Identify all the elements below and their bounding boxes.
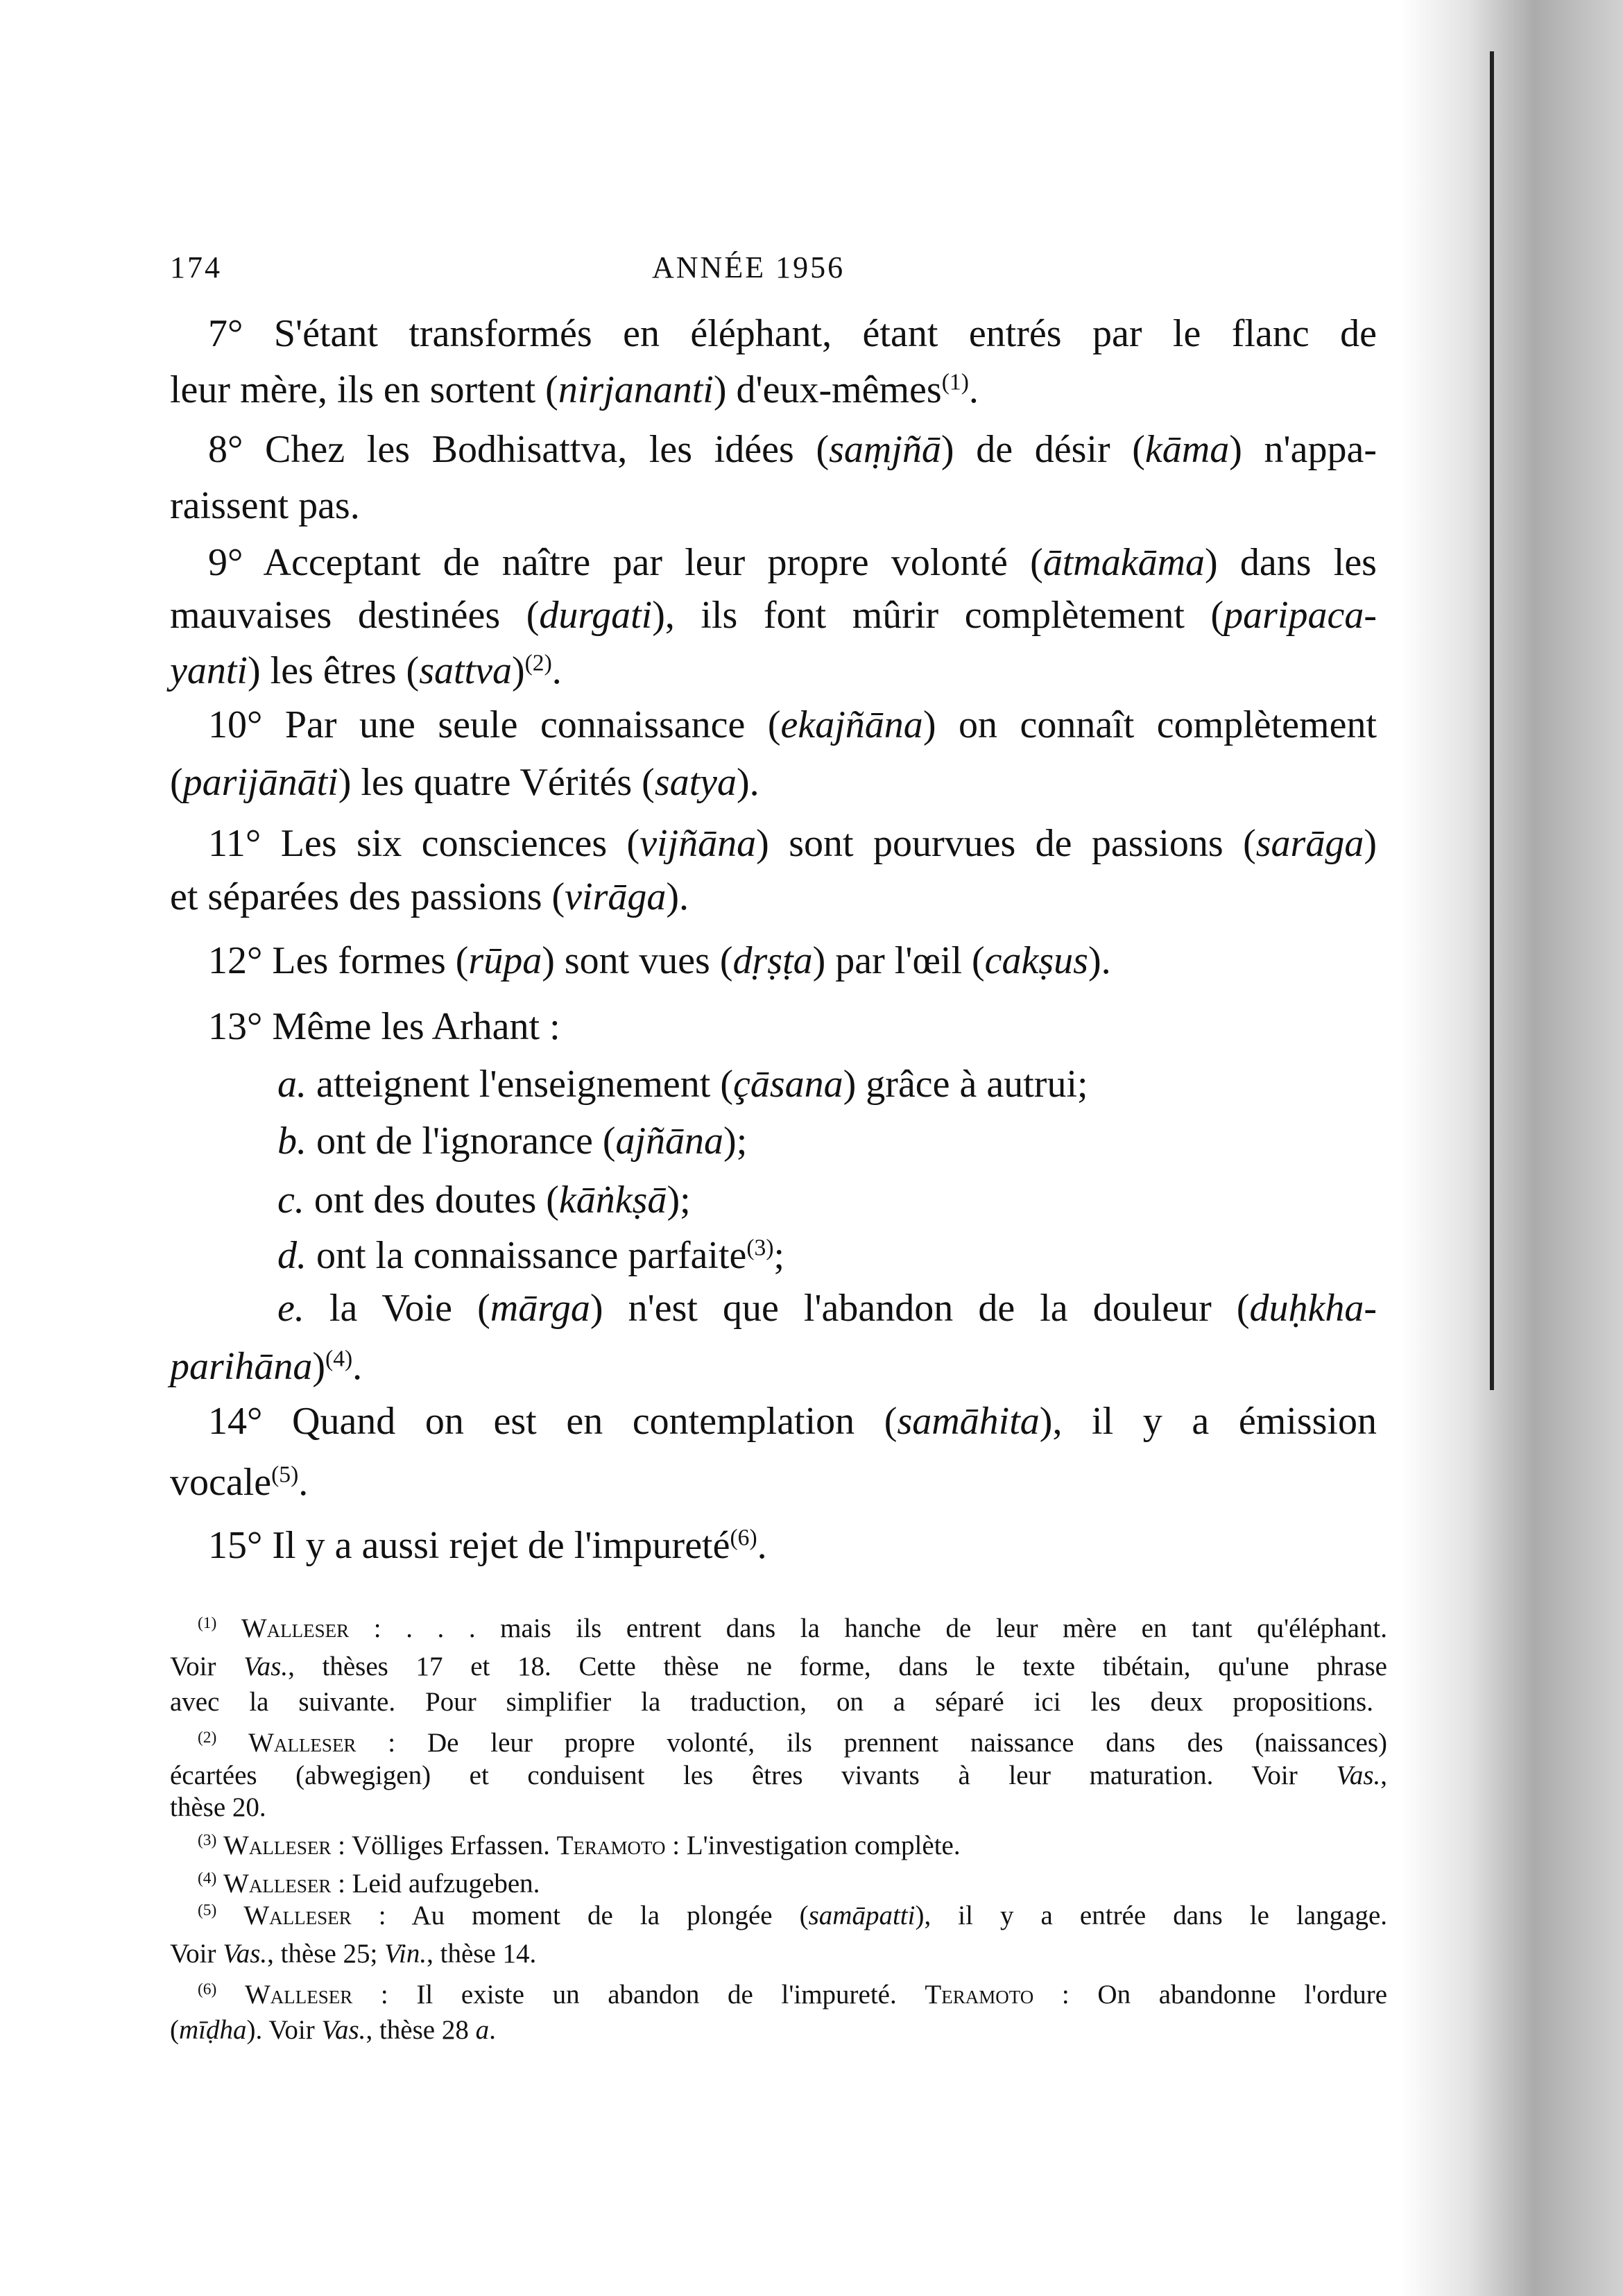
text-run: : Il existe un abandon de l'impureté. [352, 1980, 925, 2010]
italic-term: paripaca- [1223, 594, 1377, 637]
footnote-ref: (3) [198, 1831, 217, 1850]
text-run [216, 1613, 241, 1643]
text-run [216, 1869, 223, 1899]
text-run: ) sont vues ( [542, 939, 733, 982]
text-run: et séparées des passions ( [170, 875, 565, 918]
text-line [208, 1523, 767, 1568]
text-line [208, 311, 1377, 356]
text-run: ) [312, 1345, 326, 1388]
text-run [216, 1728, 248, 1758]
text-run: 8° Chez les Bodhisattva, les idées ( [208, 428, 830, 471]
footnote-line [170, 1792, 266, 1824]
italic-term: nirjananti [558, 368, 714, 411]
text-line [208, 703, 1377, 747]
text-run: ) grâce à autrui; [843, 1063, 1088, 1106]
text-run [216, 1901, 243, 1930]
text-run: ); [723, 1120, 748, 1163]
footnote-ref: (4) [325, 1346, 353, 1372]
author-name: Walleser [248, 1728, 357, 1758]
footnote-line [198, 1868, 540, 1900]
text-run: ) par l'œil ( [812, 939, 985, 982]
text-run: 7° S'étant transformés en éléphant, étant entrés par le flanc de [208, 312, 1377, 355]
italic-term: kāma [1144, 428, 1230, 471]
italic-term: virāga [565, 875, 667, 918]
text-run [216, 1831, 223, 1860]
text-run: leur mère, ils en sortent ( [170, 368, 558, 411]
footnote-line [170, 2014, 496, 2046]
footnote-line [170, 1686, 1373, 1718]
text-line [170, 875, 689, 919]
text-run: . [489, 2015, 496, 2045]
text-run: , [1380, 1760, 1387, 1790]
text-line [277, 1178, 691, 1222]
italic-term: Vas. [321, 2015, 366, 2045]
footnote-ref: (6) [730, 1525, 757, 1551]
footnote-ref: (2) [524, 650, 552, 676]
italic-term: Vin. [384, 1939, 427, 1969]
text-run: ( [170, 2015, 179, 2045]
text-line [208, 1399, 1377, 1443]
text-run: ont des doutes ( [304, 1179, 559, 1222]
footnote-ref: (3) [746, 1235, 774, 1261]
text-run: 15° Il y a aussi rejet de l'impureté [208, 1524, 730, 1567]
text-run: thèse 20. [170, 1792, 266, 1822]
text-line [170, 760, 759, 805]
text-run: ), il y a entrée dans le langage. [915, 1901, 1387, 1930]
footnote-line [198, 1613, 1387, 1645]
italic-term: sattva [419, 649, 512, 692]
footnote-line [198, 1979, 1387, 2011]
text-run: écartées (abwegigen) et conduisent les êtres vivants à leur maturation. Voir [170, 1760, 1337, 1790]
italic-term: dṛṣṭa [732, 939, 813, 982]
text-run: vocale [170, 1461, 272, 1504]
italic-term: d. [277, 1234, 307, 1277]
text-run: 10° Par une seule connaissance ( [208, 703, 781, 746]
text-run: ) dans les [1205, 541, 1377, 584]
text-run: . [968, 368, 979, 411]
italic-term: a. [277, 1063, 307, 1106]
italic-term: vijñāna [639, 822, 757, 865]
text-line [208, 540, 1377, 585]
footnote-line [198, 1727, 1387, 1759]
text-run: ) n'est que l'abandon de la douleur ( [590, 1287, 1250, 1330]
italic-term: ekajñāna [780, 703, 923, 746]
text-run: ). Voir [246, 2015, 322, 2045]
italic-term: rūpa [468, 939, 542, 982]
footnote-line [170, 1651, 1387, 1683]
text-run: la Voie ( [304, 1287, 490, 1330]
text-run: : On abandonne l'ordure [1033, 1980, 1388, 2010]
page-number: 174 [170, 250, 222, 284]
text-run: Voir [170, 1652, 244, 1681]
footnote-line [170, 1760, 1387, 1792]
author-name: Teramoto [925, 1980, 1034, 2010]
text-run: atteignent l'enseignement ( [307, 1063, 733, 1106]
italic-term: duḥkha- [1249, 1287, 1377, 1330]
text-run: , thèses 17 et 18. Cette thèse ne forme, dans le texte tibétain, qu'une phrase [288, 1652, 1387, 1681]
text-run: ) sont pourvues de passions ( [756, 822, 1256, 865]
italic-term: saṃjñā [829, 428, 941, 471]
footnote-line [198, 1830, 961, 1862]
italic-term: durgati [539, 594, 653, 637]
text-line [277, 1233, 784, 1278]
italic-term: ajñāna [615, 1120, 724, 1163]
text-line [170, 1344, 362, 1389]
text-run: : Völliges Erfassen. [331, 1831, 557, 1860]
text-run: ) de désir ( [941, 428, 1145, 471]
italic-term: mārga [490, 1287, 590, 1330]
text-line [208, 821, 1377, 866]
author-name: Walleser [244, 1980, 353, 2010]
author-name: Walleser [243, 1901, 352, 1930]
text-run: 9° Acceptant de naître par leur propre volonté ( [208, 541, 1043, 584]
text-run: . [298, 1461, 309, 1504]
footnote-ref: (5) [198, 1901, 217, 1920]
text-line [277, 1062, 1088, 1106]
italic-term: çāsana [733, 1063, 843, 1106]
text-run: ) [511, 649, 525, 692]
text-run: ). [737, 761, 759, 804]
text-run: 14° Quand on est en contemplation ( [208, 1400, 898, 1443]
footnote-ref: (1) [198, 1614, 217, 1633]
text-run: avec la suivante. Pour simplifier la traduction, on a séparé ici les deux propositions. [170, 1687, 1373, 1717]
italic-term: sarāga [1255, 822, 1364, 865]
scan-gutter-shadow [1401, 0, 1623, 2296]
text-run: . [757, 1524, 767, 1567]
text-run: ); [667, 1179, 691, 1222]
text-run: ) d'eux-mêmes [713, 368, 942, 411]
footnote-ref: (1) [941, 369, 969, 395]
footnote-ref: (6) [198, 1980, 217, 1999]
footnote-ref: (5) [271, 1462, 299, 1488]
italic-term: satya [654, 761, 737, 804]
footnote-ref: (2) [198, 1729, 217, 1747]
text-run: 12° Les formes ( [208, 939, 469, 982]
text-run: . [352, 1345, 363, 1388]
italic-term: Vas. [1336, 1760, 1381, 1790]
text-run: : L'investigation complète. [665, 1831, 961, 1860]
text-run: ont la connaissance parfaite [307, 1234, 747, 1277]
text-line [208, 1004, 560, 1049]
text-run: ) n'appa- [1229, 428, 1377, 471]
author-name: Teramoto [556, 1831, 666, 1860]
italic-term: c. [277, 1179, 304, 1222]
text-line [277, 1119, 747, 1163]
text-line [170, 483, 360, 528]
italic-term: parihāna [170, 1345, 313, 1388]
text-run: Voir [170, 1939, 223, 1969]
text-run: ) les êtres ( [247, 649, 420, 692]
author-name: Walleser [223, 1869, 332, 1899]
text-line [170, 1460, 308, 1505]
text-run: raissent pas. [170, 484, 360, 527]
text-run: , thèse 14. [427, 1939, 537, 1969]
text-run: ) les quatre Vérités ( [338, 761, 655, 804]
italic-term: a [475, 2015, 490, 2045]
text-run: ). [1088, 939, 1111, 982]
footnote-ref: (4) [198, 1869, 217, 1888]
text-run: , thèse 25; [267, 1939, 385, 1969]
text-run: 11° Les six consciences ( [208, 822, 640, 865]
running-title: ANNÉE 1956 [652, 250, 845, 284]
italic-term: samāpatti [808, 1901, 916, 1930]
text-run: ) [1364, 822, 1377, 865]
italic-term: Vas. [243, 1652, 289, 1681]
text-line [170, 593, 1377, 637]
text-run: ) on connaît complètement [922, 703, 1377, 746]
italic-term: Vas. [223, 1939, 268, 1969]
italic-term: yanti [170, 649, 248, 692]
text-run: ), ils font mûrir complètement ( [652, 594, 1224, 637]
text-run: ; [773, 1234, 785, 1277]
text-run: ), il y a émission [1039, 1400, 1377, 1443]
italic-term: kāṅkṣā [558, 1179, 667, 1222]
text-run: 13° Même les Arhant : [208, 1005, 560, 1048]
text-run: , thèse 28 [366, 2015, 476, 2045]
author-name: Walleser [241, 1613, 350, 1643]
text-run: : Leid aufzugeben. [331, 1869, 540, 1899]
footnote-line [198, 1900, 1387, 1932]
text-run: . [551, 649, 562, 692]
italic-term: e. [277, 1287, 304, 1330]
text-line [277, 1286, 1377, 1330]
text-run: ont de l'ignorance ( [307, 1120, 616, 1163]
book-spine-edge [1490, 51, 1494, 1390]
text-run [216, 1980, 245, 2010]
author-name: Walleser [223, 1831, 332, 1860]
text-run: ( [170, 761, 183, 804]
footnote-line [170, 1938, 536, 1970]
text-run: : . . . mais ils entrent dans la hanche de leur mère en tant qu'éléphant. [349, 1613, 1387, 1643]
italic-term: b. [277, 1120, 307, 1163]
italic-term: parijānāti [182, 761, 338, 804]
text-run: mauvaises destinées ( [170, 594, 540, 637]
text-run: : De leur propre volonté, ils prennent naissance dans des (naissances) [356, 1728, 1387, 1758]
text-line [170, 368, 1061, 412]
italic-term: cakṣus [984, 939, 1088, 982]
text-run: ). [666, 875, 689, 918]
italic-term: mīḍha [179, 2015, 247, 2045]
text-line [208, 427, 1377, 472]
text-line [208, 939, 1111, 983]
italic-term: ātmakāma [1042, 541, 1205, 584]
text-run: : Au moment de la plongée ( [351, 1901, 809, 1930]
italic-term: samāhita [897, 1400, 1040, 1443]
text-line [170, 649, 562, 693]
